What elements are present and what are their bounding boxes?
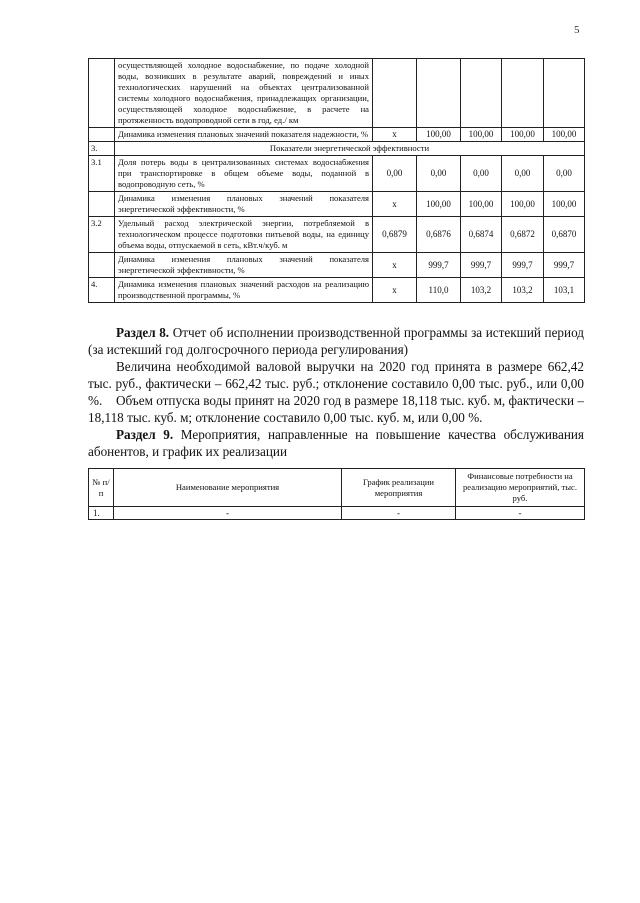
indicator-value: 0,00	[417, 156, 461, 192]
indicators-table	[88, 58, 585, 303]
indicator-value: 999,7	[544, 253, 585, 278]
indicator-value: 0,00	[461, 156, 502, 192]
row-number: 3.1	[89, 156, 115, 192]
indicator-value: 100,00	[502, 192, 544, 217]
indicator-value: 999,7	[461, 253, 502, 278]
section8-heading	[88, 324, 584, 358]
row-number: 3.2	[89, 217, 115, 253]
col-header-number: № п/п	[89, 469, 114, 507]
indicator-value: 100,00	[544, 192, 585, 217]
table-row	[89, 217, 585, 253]
indicator-value: 0,00	[544, 156, 585, 192]
table-row	[89, 156, 585, 192]
indicator-value: 100,00	[417, 128, 461, 142]
indicator-value: 103,2	[502, 278, 544, 303]
indicator-value: х	[373, 192, 417, 217]
indicator-name: Удельный расход электрической энергии, потребляемой в технологическом процессе подготовки питьевой воды, на единицу объема воды, отпускаемой в сеть, кВт.ч/куб. м	[115, 217, 373, 253]
table-row	[89, 128, 585, 142]
section8-volume-text: Объем отпуска воды принят на 2020 год в размере 18,118 тыс. куб. м, фактически – 18,118 тыс. куб. м; отклонение составило 0,00 тыс. куб. м, или 0,00 %.	[88, 393, 584, 425]
indicator-value	[544, 59, 585, 128]
indicator-value: 100,00	[544, 128, 585, 142]
indicator-value: 999,7	[502, 253, 544, 278]
indicator-name: осуществляющей холодное водоснабжение, по подаче холодной воды, возникших в результате аварий, повреждений и иных технологических нарушений на объектах централизованной системы холодного водоснабжения, принадлежащих организации, осуществляющей холодное водоснабжение, в расчете на протяженность водопроводной сети в год, ед./ км	[115, 59, 373, 128]
indicator-value: 0,6872	[502, 217, 544, 253]
indicator-value	[417, 59, 461, 128]
indicator-value: 0,6870	[544, 217, 585, 253]
indicator-value: 103,2	[461, 278, 502, 303]
indicator-value: 0,6879	[373, 217, 417, 253]
indicator-value: 110,0	[417, 278, 461, 303]
indicator-name: Динамика изменения плановых значений показателя энергетической эффективности, %	[115, 192, 373, 217]
cell-number: 1.	[89, 507, 114, 520]
indicator-value	[502, 59, 544, 128]
indicator-value: 0,6876	[417, 217, 461, 253]
indicator-value: 103,1	[544, 278, 585, 303]
cell-schedule: -	[342, 507, 456, 520]
indicator-value: 100,00	[502, 128, 544, 142]
section8-label: Раздел 8.	[116, 325, 170, 340]
table-row	[89, 59, 585, 128]
indicator-name: Доля потерь воды в централизованных системах водоснабжения при транспортировке в общем объеме воды, поданной в водопроводную сеть, %	[115, 156, 373, 192]
indicator-value: 100,00	[461, 192, 502, 217]
indicator-value: 0,6874	[461, 217, 502, 253]
indicator-name: Динамика изменения плановых значений показателя энергетической эффективности, %	[115, 253, 373, 278]
cell-financial-needs: -	[456, 507, 585, 520]
indicator-value: 999,7	[417, 253, 461, 278]
activities-table	[88, 468, 585, 520]
cell-activity-name: -	[114, 507, 342, 520]
activities-header-row	[89, 469, 585, 507]
section9-title: Мероприятия, направленные на повышение качества обслуживания абонентов, и график их реализации	[88, 427, 585, 459]
row-number: 4.	[89, 278, 115, 303]
row-number	[89, 59, 115, 128]
indicator-name: Динамика изменения плановых значений показателя надежности, %	[115, 128, 373, 142]
section8-revenue-text: Величина необходимой валовой выручки на 2020 год принята в размере 662,42 тыс. руб., фактически – 662,42 тыс. руб.; отклонение составило 0,00 тыс. руб., или 0,00 %.	[88, 359, 584, 408]
row-number	[89, 128, 115, 142]
indicator-value: х	[373, 278, 417, 303]
table-row	[89, 278, 585, 303]
indicator-name: Динамика изменения плановых значений расходов на реализацию производственной программы, %	[115, 278, 373, 303]
table-row	[89, 507, 585, 520]
indicator-value	[373, 59, 417, 128]
indicator-value: 0,00	[373, 156, 417, 192]
col-header-schedule: График реализации мероприятия	[342, 469, 456, 507]
indicator-value: х	[373, 128, 417, 142]
row-number	[89, 192, 115, 217]
section-header-cell: Показатели энергетической эффективности	[115, 142, 585, 156]
page-number: 5	[574, 24, 580, 36]
col-header-activity-name: Наименование мероприятия	[114, 469, 342, 507]
col-header-financial-needs: Финансовые потребности на реализацию мероприятий, тыс. руб.	[456, 469, 585, 507]
indicator-value: 100,00	[417, 192, 461, 217]
indicator-value	[461, 59, 502, 128]
section9-heading	[88, 426, 584, 460]
indicator-value: 100,00	[461, 128, 502, 142]
table-row	[89, 192, 585, 217]
row-number	[89, 253, 115, 278]
indicator-value: 0,00	[502, 156, 544, 192]
table-row	[89, 142, 585, 156]
row-number: 3.	[89, 142, 115, 156]
section9-label: Раздел 9.	[116, 427, 174, 442]
indicator-value: х	[373, 253, 417, 278]
table-row	[89, 253, 585, 278]
section8-title: Отчет об исполнении производственной программы за истекший период (за истекший год долгосрочного периода регулирования)	[88, 325, 584, 357]
